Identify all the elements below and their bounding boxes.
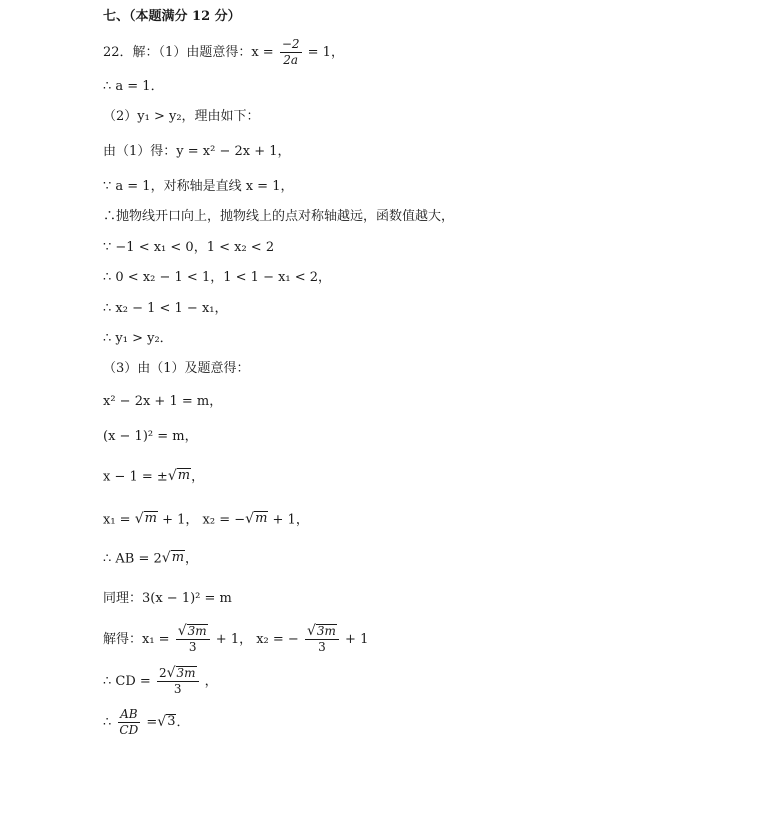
line-ab-length	[103, 550, 198, 565]
line-cd-length	[103, 666, 218, 697]
radical-sign: √	[177, 623, 187, 640]
radical-sign: √	[166, 665, 176, 682]
part-2-heading: （2）y₁ > y₂，理由如下：	[103, 109, 260, 124]
text: + 1， x₂ = −	[215, 631, 299, 647]
line-y-compare: ∴ y₁ > y₂．	[103, 331, 173, 346]
line-quadratic: 由（1）得：y = x² − 2x + 1，	[103, 144, 291, 159]
radicand: 3m	[316, 624, 336, 638]
fraction-denominator: 3	[188, 640, 197, 655]
text: x₁ =	[103, 512, 131, 528]
line-inequality: ∴ x₂ − 1 < 1 − x₁，	[103, 301, 228, 316]
step-1-line	[103, 38, 344, 67]
text: x − 1 = ±	[103, 469, 168, 485]
sqrt-expression	[245, 511, 268, 526]
radicand: 3m	[176, 666, 196, 680]
radicand: m	[177, 468, 191, 483]
fraction-numerator: AB	[118, 708, 139, 723]
radical-sign: √	[161, 550, 171, 567]
text: + 1	[345, 631, 369, 647]
text: ∴ AB = 2	[103, 551, 162, 567]
radicand: m	[171, 550, 185, 565]
line-similarly: 同理：3(x − 1)² = m	[103, 591, 232, 606]
line-sqrt-solution	[103, 468, 204, 483]
sqrt-expression	[167, 666, 197, 680]
part-3-heading: （3）由（1）及题意得：	[103, 361, 250, 376]
equals-sign: =	[146, 715, 158, 731]
sqrt-expression	[162, 550, 185, 565]
fraction-numerator	[157, 666, 199, 682]
text: + 1， x₂ = −	[162, 512, 246, 528]
fraction-numerator: −2	[280, 38, 302, 53]
radical-sign: √	[306, 623, 316, 640]
text: 解得：x₁ =	[103, 631, 170, 647]
fraction-numerator	[305, 624, 339, 640]
step-1-prefix: 22．解：（1）由题意得：x =	[103, 45, 274, 61]
fraction-denominator: 3	[318, 640, 326, 655]
fraction	[305, 624, 339, 655]
coefficient: 2	[158, 666, 167, 681]
radicand: 3m	[187, 624, 207, 638]
line-equation: x² − 2x + 1 = m，	[103, 394, 223, 409]
fraction-denominator: CD	[119, 723, 139, 738]
fraction	[157, 666, 199, 697]
line-roots	[103, 511, 309, 526]
radical-sign: √	[134, 511, 144, 528]
sqrt-expression	[178, 624, 208, 638]
line-axis: ∵ a = 1，对称轴是直线 x = 1，	[103, 179, 294, 194]
fraction	[117, 708, 140, 737]
fraction-denominator: 3	[173, 682, 182, 697]
radical-sign: √	[157, 714, 167, 731]
radical-sign: √	[167, 468, 177, 485]
text: + 1，	[272, 512, 309, 528]
section-title: 七、（本题满分 12 分）	[103, 9, 241, 24]
text: ∴ CD =	[103, 673, 151, 689]
text: ，	[185, 551, 199, 567]
line-square-form: (x − 1)² = m，	[103, 429, 198, 444]
radical-sign: √	[245, 511, 255, 528]
line-derived-ranges: ∴ 0 < x₂ − 1 < 1，1 < 1 − x₁ < 2，	[103, 270, 332, 285]
radicand: m	[255, 511, 268, 526]
radicand: m	[144, 511, 157, 526]
text: ．	[176, 715, 190, 731]
fraction-denominator: 2a	[283, 53, 299, 68]
fraction-numerator	[176, 624, 210, 640]
sqrt-expression	[307, 624, 337, 638]
fraction	[176, 624, 210, 655]
line-solutions-cd	[103, 624, 368, 655]
line-a-equals-1: ∴ a = 1．	[103, 79, 164, 94]
sqrt-expression	[168, 468, 191, 483]
text: ，	[204, 673, 218, 689]
step-1-suffix: = 1，	[307, 45, 344, 61]
text: ∴	[103, 715, 112, 731]
line-ratio	[103, 708, 190, 737]
radicand: 3	[167, 713, 176, 729]
sqrt-expression	[135, 511, 158, 526]
fraction	[280, 38, 302, 67]
line-parabola-opens-up: ∴抛物线开口向上，抛物线上的点对称轴越远，函数值越大，	[103, 209, 455, 224]
sqrt-expression	[157, 714, 176, 729]
line-x-ranges: ∵ −1 < x₁ < 0，1 < x₂ < 2	[103, 240, 275, 255]
text: ，	[191, 469, 205, 485]
